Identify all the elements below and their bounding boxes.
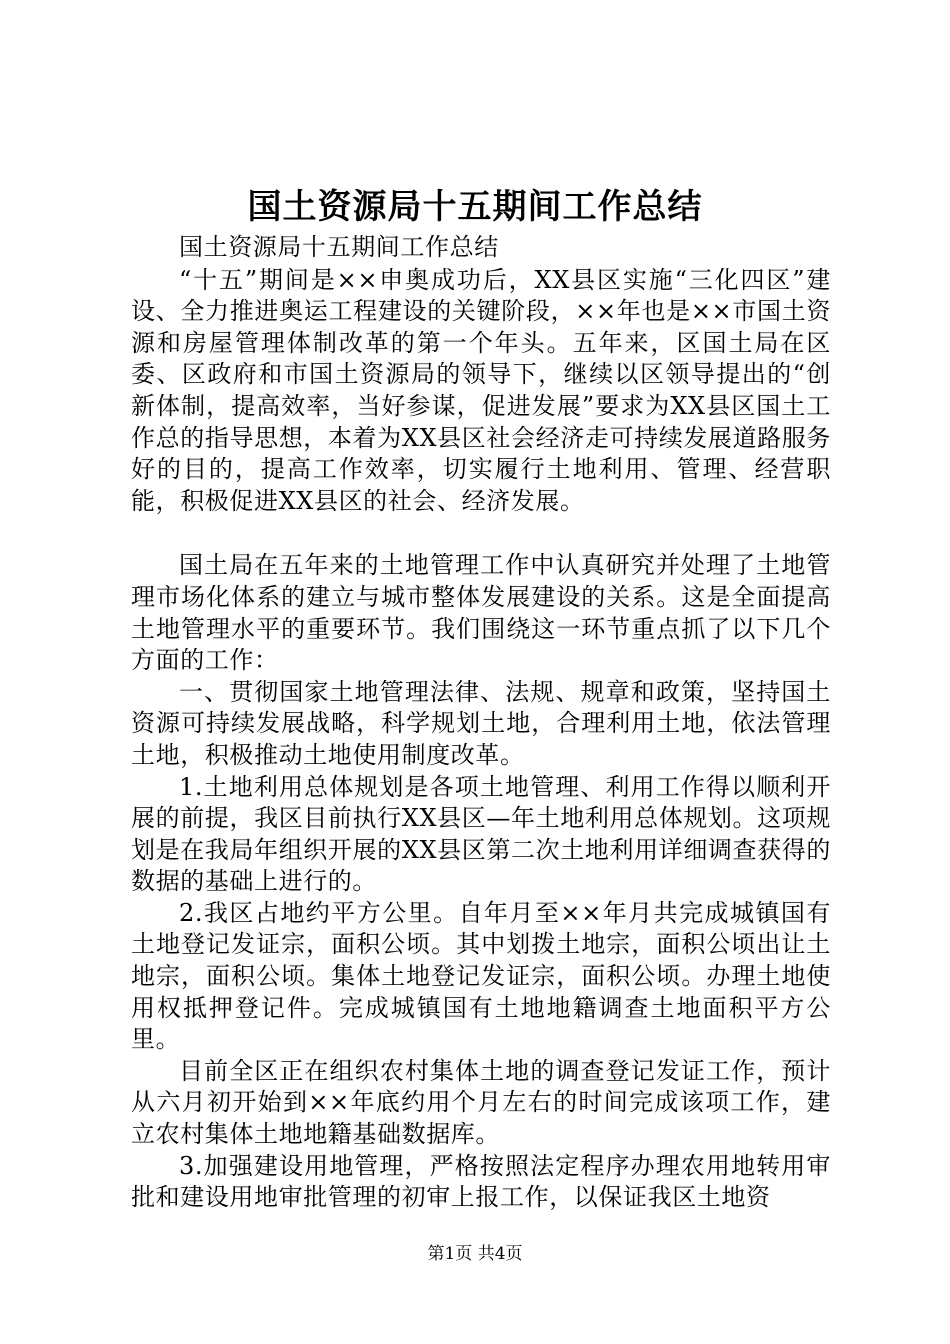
paragraph-item-1: 1.土地利用总体规划是各项土地管理、利用工作得以顺利开展的前提，我区目前执行XX县区—年土地利用总体规划。这项规划是在我局年组织开展的XX县区第二次土地利用详细调查获得的数据的基础上进行的。 [131, 772, 831, 896]
page-number: 第1页 共4页 [427, 1244, 523, 1264]
paragraph-gap [131, 517, 831, 550]
paragraph-item-2: 2.我区占地约平方公里。自年月至××年月共完成城镇国有土地登记发证宗，面积公顷。其中划拨土地宗，面积公顷出让土地宗，面积公顷。集体土地登记发证宗，面积公顷。办理土地使用权抵押登记件。完成城镇国有土地地籍调查土地面积平方公里。 [131, 898, 831, 1054]
document-body [131, 232, 831, 1214]
paragraph-intro: “十五”期间是××申奥成功后，XX县区实施“三化四区”建设、全力推进奥运工程建设的关键阶段，××年也是××市国土资源和房屋管理体制改革的第一个年头。五年来，区国土局在区委、区政府和市国土资源局的领导下，继续以区领导提出的“创新体制，提高效率，当好参谋，促进发展”要求为XX县区国土工作总的指导思想，本着为XX县区社会经济走可持续发展道路服务好的目的，提高工作效率，切实履行土地利用、管理、经营职能，积极促进XX县区的社会、经济发展。 [131, 265, 831, 515]
paragraph-overview: 国土局在五年来的土地管理工作中认真研究并处理了土地管理市场化体系的建立与城市整体发展建设的关系。这是全面提高土地管理水平的重要环节。我们围绕这一环节重点抓了以下几个方面的工作： [131, 551, 831, 675]
paragraph-rural-survey: 目前全区正在组织农村集体土地的调查登记发证工作，预计从六月初开始到××年底约用个月左右的时间完成该项工作，建立农村集体土地地籍基础数据库。 [131, 1056, 831, 1149]
document-subtitle: 国土资源局十五期间工作总结 [179, 233, 499, 261]
paragraph-item-3: 3.加强建设用地管理，严格按照法定程序办理农用地转用审批和建设用地审批管理的初审上报工作，以保证我区土地资 [131, 1151, 831, 1212]
paragraph-section-1: 一、贯彻国家土地管理法律、法规、规章和政策，坚持国土资源可持续发展战略，科学规划土地，合理利用土地，依法管理土地，积极推动土地使用制度改革。 [131, 677, 831, 769]
document-title: 国土资源局十五期间工作总结 [247, 187, 703, 227]
